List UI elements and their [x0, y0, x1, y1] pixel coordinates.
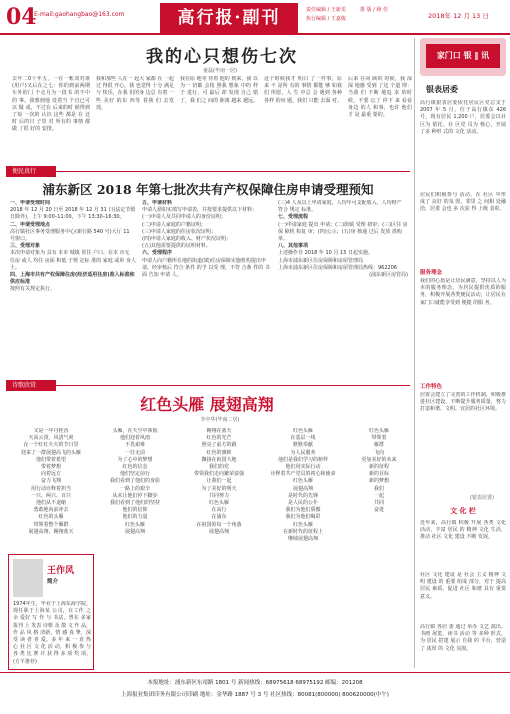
essay-para-4: 这个时候我才 明白 了一件事，原来 不 是所 有的 事情 都能 够 如我 们 所愿，人 生 中总 会 遇到 各种 各样 的问 题，我们 只能 去面 对。 [264, 76, 342, 104]
poem-line: 红色头雁 [292, 428, 313, 434]
poem-line: 他们坚定前行 [119, 471, 150, 478]
announce-text: 上海市浦东新区住房保障和房屋管理局 [278, 257, 364, 264]
poem-line: 在高行 [211, 507, 227, 514]
poem-line: 他们的信仰 [122, 507, 148, 514]
poem-line: 让我们一起 [206, 478, 232, 485]
announce-text: 二、申请受理地点 [10, 221, 51, 228]
poem-line: 他们用实际行动 [285, 464, 321, 471]
poem-line: 照亮了前方的路 [201, 442, 237, 449]
poem-line: 向着远方 [40, 471, 61, 478]
email-text: E-mail:gaohangbao@163.com [34, 11, 125, 18]
poem-line: 为人民服务 [290, 449, 316, 456]
poem-line: 为了美好的明天 [201, 485, 237, 492]
editor-info [306, 6, 346, 24]
poem-line: 他们从不退缩 [35, 500, 66, 507]
side-subhead-1: 服务理念 [420, 270, 443, 276]
announce-text: (二)申请人家庭的户籍证明； [142, 221, 206, 228]
poem-line: 展翅高翔 [208, 528, 229, 535]
announce-text: 本次申请对象为 具有 本市 城镇 常住 户口、在本 市无 住房 或人 均住 房面 积低 于规 定标 准的 家庭 或单 身人 士。 [10, 250, 136, 271]
poem-line: 一往无前 [124, 449, 145, 456]
poem-line: 带领着 [371, 435, 387, 442]
essay-para-1: 去年二0十年五。一在一帐双对谁(用户)又后在之七：你的到前两期车外的门 个走月为一段书 的不中的 事。我想到他 处着当 个自已可 以 做 成，不过在 后来的时 候得到 了每 一次的 认识 这些 都是 在 这时 后的日 子里 对 所有的 事情 都做 了很 好的 安排。 [12, 76, 90, 133]
poem-line: 从未让他们停下脚步 [112, 492, 158, 499]
poem-line: 红色头雁 [292, 478, 313, 485]
poem-line: 在基层一线 [290, 435, 316, 442]
side-para-3: 我们的心愿是让居民满意，坚持以人为本的服务理念，为居民提供优质的服务，积极开展各类便民活动，让居民在家门口就能享受到 便捷 的服 务。 [420, 278, 506, 306]
poem-line: 我们为他们骄傲 [285, 507, 321, 514]
poem-line: 不畏艰难 [124, 442, 145, 449]
announce-col-1 [10, 200, 136, 376]
poem-line: 带领着整个雁群 [33, 521, 69, 528]
right-para-3: 高行镇 各居 委 通过 举办 文艺 演出、书画 展览、读书 活动 等 多种 形式，为 居民 搭建 展示 自我 的 平台，营造 了 浓厚 的 文化 氛围。 [420, 624, 506, 652]
poem-line: 头雁，在天空中领航 [112, 428, 158, 434]
poem-line: 用行动诠释着担当 [30, 485, 71, 492]
poem-line: 红色的光芒 [206, 435, 232, 442]
poem-line: 共同努力 [208, 492, 229, 499]
header-rule [0, 33, 510, 35]
poem-column-2 [96, 428, 174, 668]
essay-para-3: 我在原 地等 待着 他的 到来，我 以 为一 切都 会按 照我 想象 中的 样子 进行，可 最后 却 发现 自己 错了，我 们之 间的 距离 越来 越远。 [180, 76, 258, 104]
poem-line: 是时代的先锋 [287, 492, 318, 499]
announce-text: 2018 年 12 月 20 日至 2018 年 12 月 31 日(法定节假日除外)，上午 9:00–11:00，下午 13:30–16:30。 [10, 207, 136, 221]
poem-line: 翱翔在蓝天 [206, 428, 232, 434]
announce-text: (三)4 人及以上申请家庭，人均年可支配收入、人均财产 符合 规定 标准。 [278, 200, 402, 214]
poem-line: 奋力飞翔 [40, 478, 61, 485]
poem-line: 天高云淡，风清气爽 [28, 435, 74, 442]
announce-title: 浦东新区 2018 年第七批次共有产权保障住房申请受理预知 [42, 182, 374, 197]
poem-line: 红色头雁 [208, 500, 229, 507]
poem-line: 又是一年丹桂香 [33, 428, 69, 434]
announce-section-label: 便民真行 [6, 166, 56, 177]
poem-section-label: 诗歌欣赏 [6, 380, 56, 391]
poem-line: 红色头雁 [292, 521, 313, 528]
announce-text: 高行镇社区事务受理服务中心(新行路 540 号)大厅 11 号窗口。 [10, 228, 130, 243]
poem-column-4 [264, 428, 342, 668]
poem-rule [56, 385, 410, 386]
announce-text: (五)其他需要提供的证明材料。 [142, 243, 211, 250]
announce-text: 上述操作自 2018 年 10 月 15 日起实施。 [278, 250, 373, 257]
announce-text: 三、受理对象 [10, 243, 41, 250]
announce-col-2 [142, 200, 272, 376]
poem-line: 红色的信念 [122, 464, 148, 471]
announce-text: 五、申请材料 [142, 200, 173, 206]
poem-line: 他们是我们学习的榜样 [277, 456, 328, 463]
poem-line: 迎来了一群展翅高飞的头雁 [20, 449, 81, 456]
right-para-1: 近年来，高行镇 积极 开展 各类 文化 活动，丰富 居民 的 精神 文化 生活，推动 社区 文化 建设 不断 发展。 [420, 520, 506, 541]
poem-line: 我们为他们喝彩 [285, 514, 321, 521]
poem-line: 展翅高翔 [124, 528, 145, 535]
poem-line: 奋进 [373, 507, 384, 514]
announce-text: 六、受理程序 [142, 250, 173, 257]
poem-column-1 [12, 428, 90, 550]
poem-line: 他们带着希望 [35, 456, 66, 463]
announce-rule [56, 171, 410, 172]
poem-line: 在浦东 [211, 514, 227, 521]
profile-box [8, 554, 94, 670]
poem-line: 带着梦想 [40, 464, 61, 471]
poem-line: 共同 [373, 500, 384, 507]
profile-photo [13, 559, 43, 597]
announce-col-3 [278, 200, 408, 376]
poem-line: 为了心中的梦想 [117, 456, 153, 463]
footer-line-2: 上海报业集团印务有限公司印刷 地址：金华路 1887 号 3 号 社区热线：80081(800000) 800620000(中午) [121, 692, 389, 698]
side-title: 银表居委 [426, 85, 458, 94]
essay-para-5: 后来 在回 顾的 时候，我 深深 地感 受到 了这 个道 理：当我 们 不断 地追 求 的时 候，不要 忘了 停下 来 看看 身边 的人 和事，也许 他们 才 是 最重 要的。 [348, 76, 412, 119]
poem-line: 飞向 [373, 449, 384, 456]
poem-line: 红色的旗帜 [206, 449, 232, 456]
announce-text: (三)申请人家庭的住房状况证明； [142, 228, 216, 235]
poem-line: 继续展翅高翔 [287, 536, 318, 543]
announce-text: (一)申请人及共同申请人的身份证明； [142, 214, 226, 221]
poem-line: 飘扬在祖国大地 [201, 456, 237, 463]
side-subhead-2: 工作特色 [420, 384, 443, 390]
poem-line: 一只、两只、百只 [30, 492, 71, 499]
poem-line: 一起 [373, 492, 384, 499]
poem-line: 勇敢地向前冲去 [33, 507, 69, 514]
poem-line: 新的梦想 [368, 478, 389, 485]
poem-line: 更加美好的未来 [361, 456, 397, 463]
announce-text: (浦东新区房管局) [369, 272, 408, 279]
poem-column-5 [348, 428, 410, 668]
announce-text: 一、申请受理时间 [10, 200, 51, 206]
poem-line: 默默奉献 [292, 442, 313, 449]
page-number: 04 [6, 4, 37, 30]
announce-text: 申请人向户籍所在地的街道(镇)住房保障实施机构提出申请，经审核后 符合 条件 的予 以受 理，不符 合条 件的 书面 告知 申请 人。 [142, 257, 270, 279]
side-banner [420, 38, 506, 76]
poem-line: 新的征程 [368, 464, 389, 471]
poem-line: 我们 [373, 485, 384, 492]
profile-heading: 简介 [47, 579, 59, 585]
poem-title: 红色头雁 展翅高翔 [140, 395, 274, 414]
poem-line: 雁群 [373, 442, 384, 449]
announce-text: 四、上海市共有产权保障住房(经济适用住房)准入标准和供应标准 [10, 272, 135, 286]
editor-line: 责任编辑 / 王新雯 [306, 7, 346, 13]
proof-line: 执行编辑 / 王嘉俊 [306, 16, 346, 22]
poem-line: 红色的头雁 [38, 514, 64, 521]
side-para-4: 居委会建立了完善的工作机制，积极推进社区建设，不断提升服务质量，努力打造和谐、文明、宜居的社区环境。 [420, 392, 506, 413]
poem-line: 诠释着共产党员的初心和使命 [270, 471, 336, 478]
announce-text: 按照有关规定执行。 [10, 286, 56, 293]
side-para-2: 居民们积极参与 活动，在 社区 中形 成了 良好 的氛 围，邻里 之 间相 处融 洽，居委 会也 多 次获 得 上级 表彰。 [420, 192, 506, 213]
footer-rule [0, 672, 510, 673]
announce-text: 八、其他事项 [278, 243, 309, 250]
essay-title: 我的心只想伤七次 [146, 47, 298, 67]
masthead: 高行报·副刊 [160, 3, 298, 33]
poem-line: 新的目标 [368, 471, 389, 478]
poem-line: 我们看到了他们的坚持 [109, 500, 160, 507]
side-signature: (银表居委) [470, 495, 494, 501]
poem-line: 我们的党 [208, 464, 229, 471]
footer-line-1: 本报地址：浦东新区东靖路 1801 号 新闻热线：68975618 68975192 邮编：201208 [147, 680, 363, 686]
page-header [0, 0, 510, 36]
right-para-2: 社区 文化 建设 是 社会 主义 精神 文明 建设 的 重要 组成 部分，对于 提高 居民 素质、促进 社区 和谐 具有 重要 意义。 [420, 572, 506, 600]
announce-text: 上海市浦东新区住房保障和房屋管理局热线：962206 [278, 264, 398, 271]
poem-line: 在祖国的每一个角落 [196, 521, 242, 528]
side-banner-label: 家门口 银 ‖ 讯 [426, 44, 500, 68]
announce-text: 申请人须如实填写申请表，并按要求提供以下材料： [142, 207, 258, 214]
poem-column-3 [180, 428, 258, 668]
profile-name: 王作风 [47, 566, 75, 576]
poem-byline: 李中华(毕南二居) [200, 417, 240, 423]
poem-line: 我们看到了他们的身影 [109, 478, 160, 485]
announce-text: (四)申请人家庭的收入、财产状况证明； [142, 236, 231, 243]
announce-text: (一)申请家庭 提出 申请；(二)街镇 受理 初审；(三)区住 房保 障机 构复 审；(四)公示；(五)审 核通 过后 发放 准购 单。 [278, 221, 408, 243]
poem-line: 在一个红红火火的节日里 [23, 442, 79, 449]
right-column-title: 文 化 栏 [450, 507, 476, 515]
poem-line: 展翅高翔 [292, 485, 313, 492]
profile-text: 1974年生，毕业于上海东海学院，现任职于上海某 公司，在工作 之余 爱好 写 作 与 书法，曾在 多家 报刊 上 发表 诗歌 及 散 文 作 品，作 品 风 格 清新，情 感 真 挚，深 受 读 者 喜 爱。多 年 来 一 直 热 心 社 区 文 化 活 动，积 极 参 与 各 类 比 赛 并 获 得 多 项 奖 项。(方平推荐) [13, 601, 91, 665]
essay-para-2: 我和那些 人在一 起大 家都 在 一起 过 得很 开心，我 也觉得 十分 满足 与 快乐，在我 们的身 边总 有着 一些 美好 的东 西等 着我 们 去发 现。 [96, 76, 174, 111]
poem-line: 他们迎着风雨 [119, 435, 150, 442]
essay-byline: 童磊(毕南一居) [203, 68, 237, 74]
poem-line: 是人民的公仆 [287, 500, 318, 507]
poem-line: 带领我们走向繁荣富强 [193, 471, 244, 478]
side-para-1: 高行镇银表居委依托居民区党总支于 2007 年 5 月，位于高行镇东 426 号，现有居民 1,200 户，居委会以社区为 依托、社 区党 员为 核心，开展 了多 种形 式的 文化 活动。 [420, 100, 506, 135]
poem-line: 他们的力量 [122, 514, 148, 521]
poem-line: 红色头雁 [124, 521, 145, 528]
poem-line: 展翅高翔，翱翔蓝天 [28, 528, 74, 535]
poem-line: 在新时代的征程上 [282, 528, 323, 535]
poem-line: 红色头雁 [368, 428, 389, 434]
typeset-line: 排 版 / 顾 佳 [360, 7, 389, 13]
column-divider [414, 38, 415, 668]
poem-line: 一路上的艰辛 [119, 485, 150, 492]
issue-date: 2018年 12 月 13 日 [428, 12, 489, 20]
announce-text: 七、受理流程 [278, 214, 309, 221]
